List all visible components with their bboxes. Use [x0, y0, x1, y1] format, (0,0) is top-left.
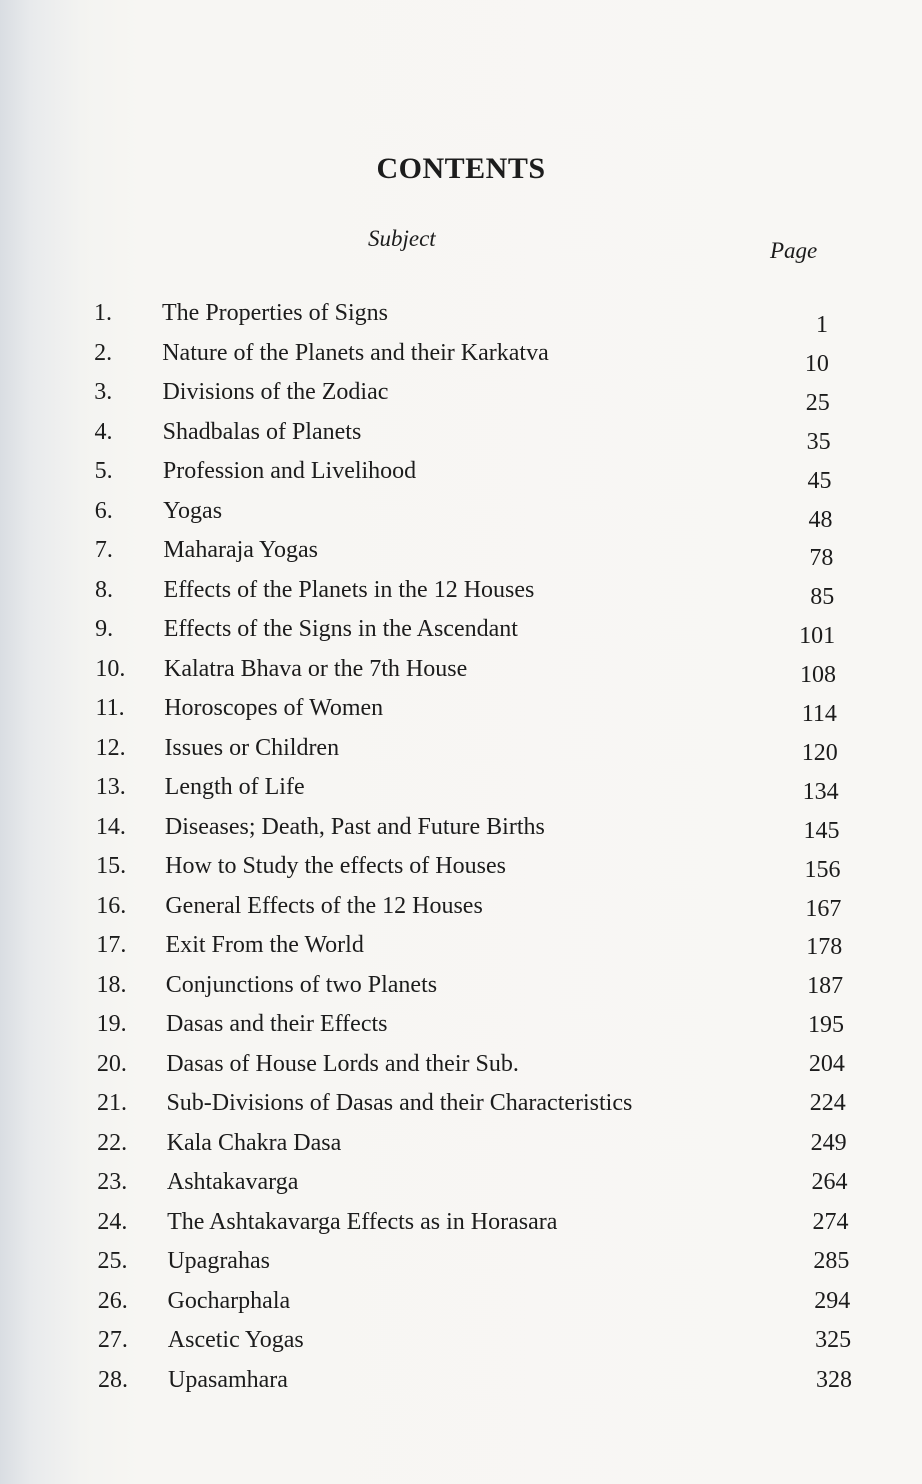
toc-entry-page: 156: [804, 856, 841, 883]
toc-entry-title: Conjunctions of two Planets: [165, 971, 438, 998]
toc-entry-number: 10.: [95, 655, 126, 682]
toc-entry-page: 178: [806, 934, 843, 961]
toc-entry-number: 6.: [94, 497, 113, 524]
toc-entry-page: 10: [804, 350, 829, 377]
toc-entry-number: 4.: [94, 418, 113, 445]
toc-entry-page: 328: [816, 1366, 852, 1393]
toc-entry-page: 25: [805, 389, 830, 416]
toc-entry-title: Upasamhara: [168, 1366, 288, 1393]
toc-entry-title: Kala Chakra Dasa: [166, 1129, 342, 1156]
toc-entry-title: Shadbalas of Planets: [162, 418, 362, 445]
toc-entry-title: Sub-Divisions of Dasas and their Characteristics: [166, 1090, 633, 1116]
toc-entry-title: How to Study the effects of Houses: [165, 853, 506, 879]
toc-entry-title: Dasas and their Effects: [166, 1011, 388, 1037]
toc-entry-number: 9.: [95, 616, 114, 642]
toc-entry-number: 18.: [96, 971, 127, 998]
toc-entry-title: Issues or Children: [164, 734, 340, 761]
toc-entry-title: Horoscopes of Women: [164, 695, 384, 721]
toc-entry-title: Kalatra Bhava or the 7th House: [164, 655, 468, 682]
toc-entry-title: Effects of the Planets in the 12 Houses: [163, 576, 535, 603]
toc-entry-title: Profession and Livelihood: [162, 458, 417, 484]
toc-entry-number: 13.: [95, 774, 126, 800]
toc-entry-number: 8.: [95, 576, 114, 603]
toc-entry-page: 108: [800, 662, 836, 689]
toc-entry-number: 12.: [95, 734, 126, 761]
toc-entry-page: 224: [809, 1090, 846, 1116]
toc-entry-page: 145: [803, 817, 840, 844]
toc-entry-page: 274: [812, 1208, 849, 1235]
toc-entry-number: 25.: [97, 1248, 128, 1274]
toc-entry-title: Exit From the World: [165, 932, 364, 958]
toc-entry-title: Nature of the Planets and their Karkatva: [162, 339, 549, 366]
toc-entry-title: Gocharphala: [167, 1287, 291, 1314]
page-title: CONTENTS: [376, 152, 546, 185]
toc-entry-number: 24.: [97, 1208, 128, 1235]
toc-entry-page: 264: [811, 1169, 848, 1195]
toc-entry-page: 195: [808, 1012, 844, 1039]
toc-entry-page: 204: [808, 1051, 845, 1078]
toc-entry-page: 48: [808, 506, 833, 533]
toc-entry-number: 22.: [97, 1129, 128, 1156]
toc-entry-number: 20.: [96, 1050, 127, 1077]
subject-column-header: Subject: [368, 226, 436, 251]
toc-entry-number: 23.: [97, 1169, 128, 1195]
toc-entry-number: 16.: [96, 892, 127, 919]
toc-entry-page: 45: [807, 467, 832, 494]
toc-entry-page: 187: [807, 973, 844, 1000]
toc-entry-page: 114: [801, 701, 837, 727]
toc-entry-number: 27.: [97, 1327, 128, 1353]
toc-entry-title: Yogas: [163, 497, 223, 524]
toc-entry-title: The Ashtakavarga Effects as in Horasara: [167, 1208, 558, 1235]
toc-entry-page: 325: [815, 1327, 852, 1353]
toc-entry-title: Ashtakavarga: [166, 1169, 299, 1195]
toc-entry-title: Effects of the Signs in the Ascendant: [163, 616, 518, 642]
toc-entry-page: 134: [802, 778, 839, 805]
toc-entry-number: 15.: [96, 853, 127, 879]
toc-entry-page: 78: [809, 545, 834, 572]
toc-entry-number: 21.: [96, 1090, 127, 1116]
toc-entry-title: Diseases; Death, Past and Future Births: [164, 813, 545, 840]
toc-entry-title: The Properties of Signs: [162, 300, 388, 326]
toc-entry-page: 1: [816, 312, 828, 338]
toc-entry-number: 5.: [94, 458, 113, 484]
toc-entry-page: 249: [810, 1129, 847, 1156]
toc-entry-page: 85: [810, 584, 835, 611]
toc-entry-page: 101: [799, 623, 836, 650]
toc-entry-title: Length of Life: [164, 774, 305, 800]
toc-entry-number: 19.: [96, 1011, 127, 1037]
toc-entry-page: 285: [813, 1248, 850, 1274]
toc-entry-number: 28.: [98, 1366, 128, 1393]
toc-entry-number: 26.: [97, 1287, 128, 1314]
toc-entry-number: 14.: [95, 813, 126, 840]
toc-entry-number: 1.: [94, 300, 112, 326]
toc-entry-title: General Effects of the 12 Houses: [165, 892, 483, 919]
toc-entry-number: 3.: [94, 379, 113, 405]
toc-entry-title: Upagrahas: [167, 1248, 270, 1274]
toc-entry-page: 120: [801, 739, 838, 766]
toc-entry-page: 35: [806, 428, 831, 455]
toc-entry-title: Divisions of the Zodiac: [162, 379, 389, 405]
page-column-header: Page: [770, 238, 818, 263]
toc-entry-number: 7.: [94, 537, 113, 563]
toc-entry-title: Maharaja Yogas: [163, 537, 318, 563]
toc-entry-number: 2.: [94, 339, 113, 366]
toc-entry-number: 11.: [95, 695, 125, 721]
toc-entry-page: 167: [805, 895, 842, 922]
toc-entry-title: Ascetic Yogas: [167, 1327, 304, 1353]
toc-entry-title: Dasas of House Lords and their Sub.: [166, 1050, 519, 1077]
toc-entry-number: 17.: [96, 932, 127, 958]
toc-entry-page: 294: [814, 1287, 851, 1314]
